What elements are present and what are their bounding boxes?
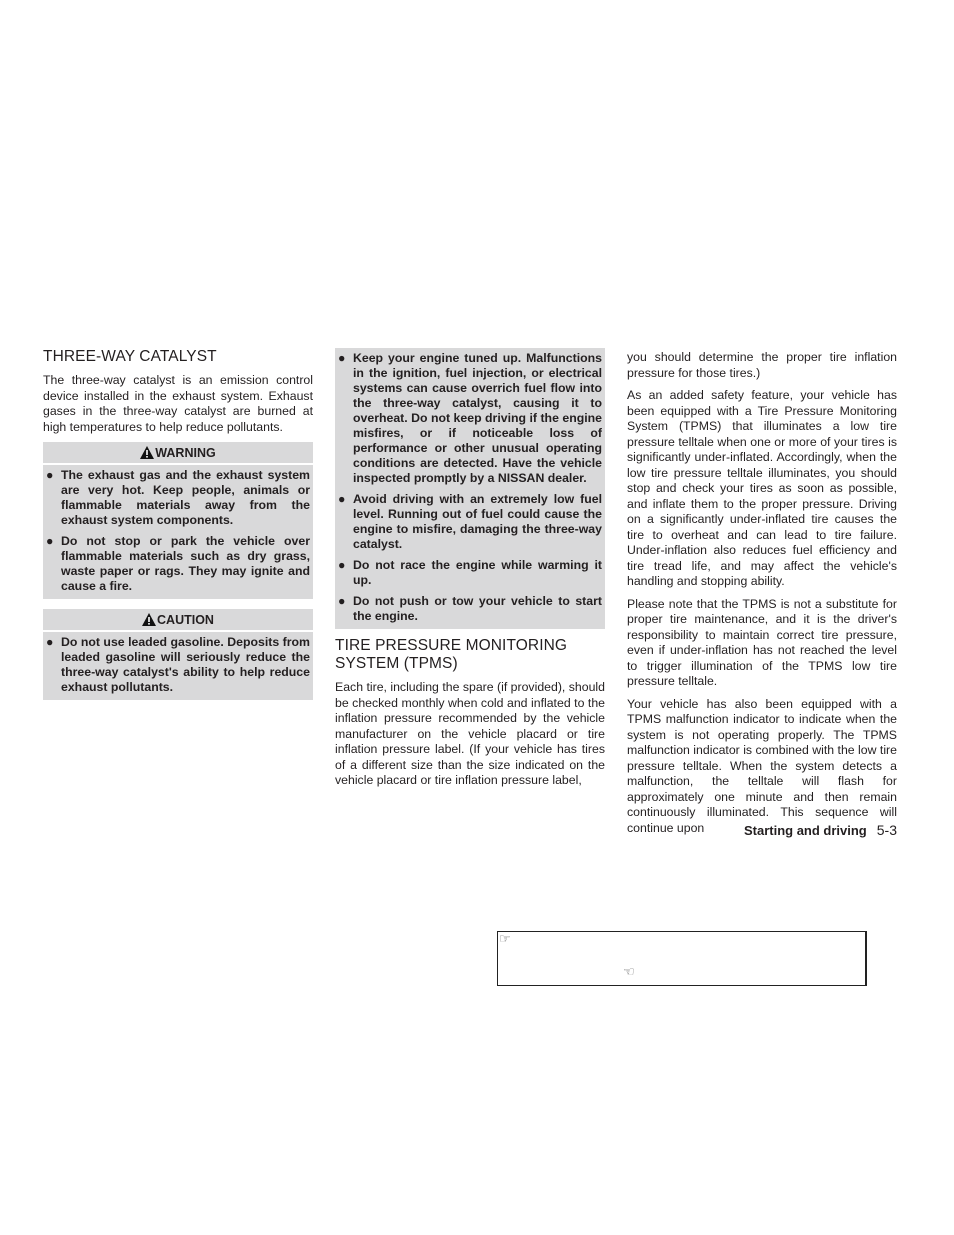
bullet-icon: ● (46, 534, 54, 548)
tpms-paragraph: Each tire, including the spare (if provided), should be checked monthly when cold and inflated to the inflation pressure recommended by the vehicle manufacturer on the vehicle placard or tire inflation pressure label. (If your vehicle has tires of a different size than the size indicated on the vehicle placard or tire inflation pressure label, (335, 680, 605, 787)
caution-label: CAUTION (157, 613, 214, 627)
previous-page-hand-icon[interactable]: ☜ (623, 964, 635, 979)
page-number: 5-3 (876, 822, 897, 838)
tpms-paragraph: Please note that the TPMS is not a substitute for proper tire maintenance, and it is the driver's responsibility to maintain correct tire pressure, even if under-inflation has not reached the level to trigger illumination of the TPMS low tire pressure telltale. (627, 596, 897, 688)
bullet-icon: ● (338, 351, 346, 365)
tpms-paragraph: Your vehicle has also been equipped with a TPMS malfunction indicator to indicate when the system is not operating properly. The TPMS malfunction indicator is combined with the low tire pressure telltale. When the system detects a malfunction, the telltale will flash for approximately one minute and then remain continuously illuminated. This sequence will continue upon (627, 696, 897, 835)
bullet-icon: ● (338, 558, 346, 572)
caution-item: ● Avoid driving with an extremely low fuel level. Running out of fuel could cause the engine to misfire, damaging the three-way catalyst. (338, 492, 602, 551)
column-middle (335, 352, 605, 796)
warning-item: ● Do not stop or park the vehicle over flammable materials such as dry grass, waste paper or rags. They may ignite and cause a fire. (46, 534, 310, 593)
caution-triangle-icon (142, 613, 156, 626)
tpms-paragraph: As an added safety feature, your vehicle has been equipped with a Tire Pressure Monitoring System (TPMS) that illuminates a low tire pressure telltale when one or more of your tires is significantly under-inflated. Accordingly, when the low tire pressure telltale illuminates, you should stop and check your tires as soon as possible, and inflate them to the proper pressure. Driving on a significantly under-inflated tire causes the tire to overheat and can lead to tire failure. Under-inflation also reduces fuel efficiency and tire tread life, and may affect the vehicle's handling and stopping ability. (627, 388, 897, 588)
column-right (627, 350, 897, 843)
caution-item: ● Do not race the engine while warming it up. (338, 558, 602, 587)
column-left (43, 348, 313, 710)
catalyst-body: The three-way catalyst is an emission control device installed in the exhaust system. Exhaust gases in the three-way catalyst are burned at high temperatures to help reduce pollutants. (43, 373, 313, 434)
caution-item: ● Keep your engine tuned up. Malfunctions in the ignition, fuel injection, or electrical systems can cause overrich fuel flow into the three-way catalyst, causing it to overheat. Do not keep driving if the engine misfires, or if noticeable loss of performance or other unusual operating conditions are detected. Have the vehicle inspected promptly by a NISSAN dealer. (338, 351, 602, 485)
bullet-icon: ● (338, 492, 346, 506)
tpms-paragraph: you should determine the proper tire inflation pressure for those tires.) (627, 350, 897, 380)
caution-item: ● Do not push or tow your vehicle to start the engine. (338, 594, 602, 623)
warning-box (43, 442, 313, 599)
warning-label: WARNING (155, 446, 216, 460)
next-page-hand-icon[interactable]: ☞ (499, 931, 511, 946)
footer-section: Starting and driving (743, 823, 867, 838)
bullet-icon: ● (338, 594, 346, 608)
navigation-box (497, 931, 867, 986)
bullet-icon: ● (46, 635, 54, 649)
caution-box (43, 609, 313, 700)
page-footer (744, 822, 897, 838)
warning-item: ● The exhaust gas and the exhaust system are very hot. Keep people, animals or flammable materials away from the exhaust system components. (46, 468, 310, 527)
warning-triangle-icon (140, 446, 154, 459)
caution-box-continued (335, 348, 605, 629)
section-title-catalyst: THREE-WAY CATALYST (43, 348, 217, 365)
section-title-tpms: TIRE PRESSURE MONITORING SYSTEM (TPMS) (335, 637, 568, 672)
bullet-icon: ● (46, 468, 54, 482)
caution-item: ● Do not use leaded gasoline. Deposits from leaded gasoline will seriously reduce the three-way catalyst's ability to help reduce exhaust pollutants. (46, 635, 310, 694)
